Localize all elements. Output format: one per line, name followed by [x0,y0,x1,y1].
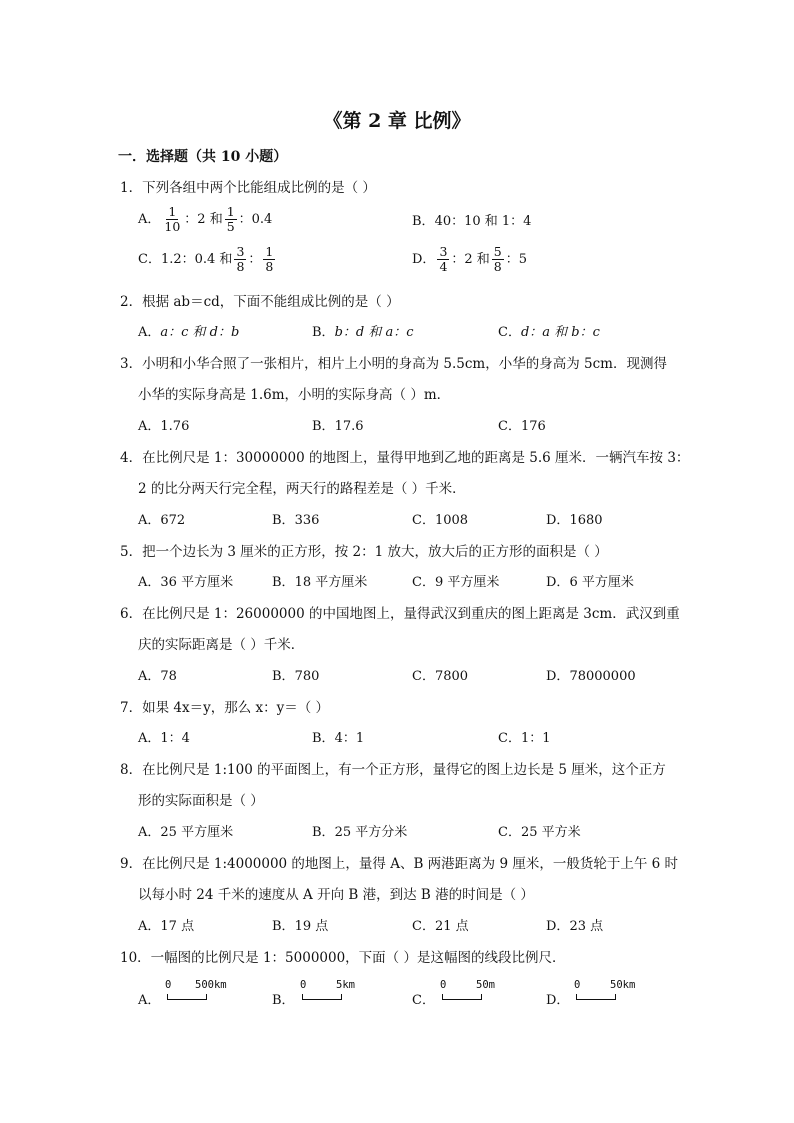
question-8-stem-line-2: 形的实际面积是（ ） [138,793,264,809]
question-2-stem: 2．根据 ab＝cd，下面不能组成比例的是（ ） [120,294,400,310]
question-4-option-c: C．1008 [412,513,469,528]
question-1-option-c: C．1.2：0.4 和 $\frac{3}{8}$ ： $\frac{1}{8}$ [138,244,274,274]
question-8-option-a: A．25 平方厘米 [138,825,234,840]
fraction: $\frac{1}{8}$ [265,244,274,274]
scale-bar-line [576,994,616,1000]
question-9-option-a: A．17 点 [138,919,195,934]
question-2-option-a: A．a：c 和 d：b [138,325,240,340]
question-1-option-b: B．40：10 和 1：4 [412,214,532,229]
scale-bar-line [302,994,342,1000]
question-3-stem-line-2: 小华的实际身高是 1.6m，小明的实际身高（ ）m． [138,387,451,403]
question-1-stem: 1．下列各组中两个比能组成比例的是（ ） [120,180,376,196]
question-5-option-d: D．6 平方厘米 [546,575,634,590]
question-7-option-c: C．1：1 [498,731,551,746]
question-4-stem-line-2: 2 的比分两天行完全程，两天行的路程差是（ ）千米． [138,481,466,497]
question-3-option-c: C．176 [498,419,546,434]
question-3-stem-line-1: 3．小明和小华合照了一张相片，相片上小明的身高为 5.5cm，小华的身高为 5cm．现测得 [120,356,667,372]
question-1-option-a: A． $\frac{1}{10}$ ：2 和 $\frac{1}{5}$ ：0.4 [138,204,273,234]
question-6-option-d: D．78000000 [546,669,636,684]
question-1-option-d: D． $\frac{3}{4}$ ：2 和 $\frac{5}{8}$ ：5 [412,244,528,274]
question-7-option-a: A．1：4 [138,731,190,746]
question-10-option-b-label: B． [272,993,295,1008]
fraction: $\frac{1}{10}$ [164,204,181,234]
question-4-option-a: A．672 [138,513,186,528]
question-5-option-b: B．18 平方厘米 [272,575,368,590]
question-10-option-d-label: D． [546,993,570,1008]
question-9-option-d: D．23 点 [546,919,604,934]
question-10-option-a-label: A． [138,993,161,1008]
fraction: $\frac{1}{5}$ [226,204,235,234]
question-9-option-c: C．21 点 [412,919,469,934]
section-heading: 一．选择题（共 10 小题） [118,149,288,165]
question-10-stem: 10．一幅图的比例尺是 1：5000000，下面（ ）是这幅图的线段比例尺． [120,950,566,966]
question-4-option-d: D．1680 [546,513,603,528]
question-3-option-b: B．17.6 [312,419,364,434]
question-10-option-c-label: C． [412,993,435,1008]
question-6-option-c: C．7800 [412,669,469,684]
question-6-option-b: B．780 [272,669,320,684]
question-4-option-b: B．336 [272,513,320,528]
scale-bar-line [442,994,482,1000]
document-title: 《第 2 章 比例》 [323,110,471,132]
question-8-option-c: C．25 平方米 [498,825,581,840]
question-9-option-b: B．19 点 [272,919,329,934]
question-8-option-b: B．25 平方分米 [312,825,408,840]
question-5-stem: 5．把一个边长为 3 厘米的正方形，按 2：1 放大，放大后的正方形的面积是（ ） [120,544,608,560]
question-5-option-c: C．9 平方厘米 [412,575,500,590]
fraction: $\frac{5}{8}$ [493,244,502,274]
question-4-stem-line-1: 4．在比例尺是 1：30000000 的地图上，量得甲地到乙地的距离是 5.6 厘米．一辆汽车按 3： [120,450,690,466]
question-7-option-b: B．4：1 [312,731,365,746]
question-6-stem-line-1: 6．在比例尺是 1：26000000 的中国地图上，量得武汉到重庆的图上距离是 3cm．武汉到重 [120,606,680,622]
question-6-option-a: A．78 [138,669,177,684]
scale-bar-line [167,994,207,1000]
question-2-option-c: C．d：a 和 b：c [498,325,600,340]
question-5-option-a: A．36 平方厘米 [138,575,234,590]
fraction: $\frac{3}{8}$ [236,244,245,274]
question-3-option-a: A．1.76 [138,419,190,434]
question-9-stem-line-2: 以每小时 24 千米的速度从 A 开向 B 港，到达 B 港的时间是（ ） [138,887,534,903]
question-2-option-b: B．b：d 和 a：c [312,325,414,340]
question-7-stem: 7．如果 4x＝y，那么 x：y＝（ ） [120,700,330,716]
fraction: $\frac{3}{4}$ [439,244,448,274]
question-9-stem-line-1: 9．在比例尺是 1:4000000 的地图上，量得 A、B 两港距离为 9 厘米，一般货轮于上午 6 时 [120,856,679,872]
question-8-stem-line-1: 8．在比例尺是 1:100 的平面图上，有一个正方形，量得它的图上边长是 5 厘米，这个正方 [120,762,666,778]
question-6-stem-line-2: 庆的实际距离是（ ）千米． [138,637,305,653]
